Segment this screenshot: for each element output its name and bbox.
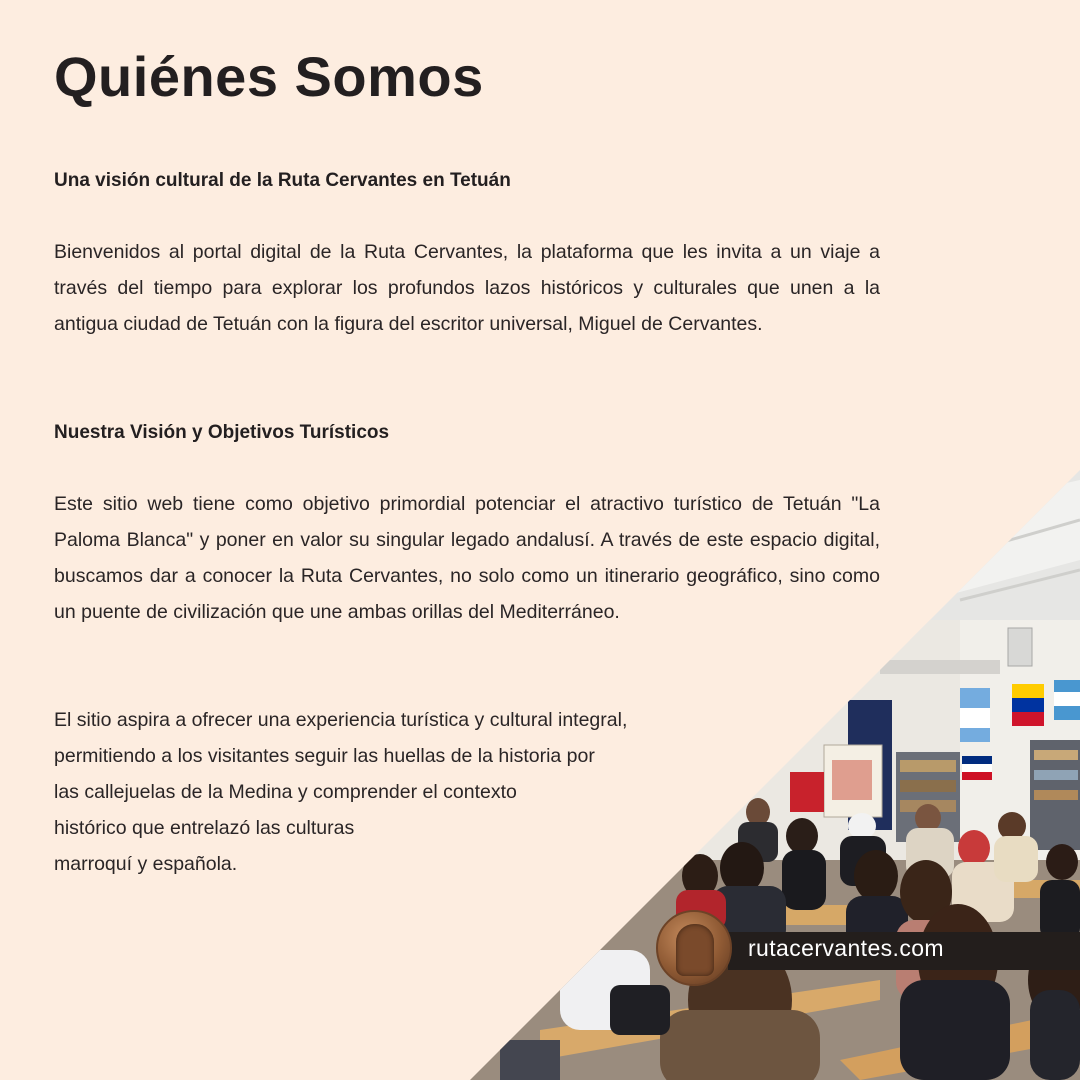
experience-paragraph (54, 702, 754, 882)
website-link[interactable]: rutacervantes.com (748, 935, 944, 961)
objectives-paragraph: Este sitio web tiene como objetivo primordial potenciar el atractivo turístico de Tetuán "La Paloma Blanca" y poner en valor su singular legado andalusí. A través de este espacio digital, buscamos dar a conocer la Ruta Cervantes, no solo como un itinerario geográfico, sino como un puente de civilización que une ambas orillas del Mediterráneo. (54, 493, 880, 623)
section-heading-objetivos: Nuestra Visión y Objetivos Turísticos (54, 422, 390, 443)
experience-line: histórico que entrelazó las culturas (54, 817, 355, 839)
cervantes-medallion-icon (656, 910, 732, 986)
experience-line: permitiendo a los visitantes seguir las huellas de la historia por (54, 745, 595, 767)
intro-paragraph: Bienvenidos al portal digital de la Ruta Cervantes, la plataforma que les invita a un viaje a través del tiempo para explorar los profundos lazos históricos y culturales que unen a la antigua ciudad de Tetuán con la figura del escritor universal, Miguel de Cervantes. (54, 241, 880, 335)
experience-line: marroquí y española. (54, 853, 238, 875)
section-heading-vision-cultural: Una visión cultural de la Ruta Cervantes en Tetuán (54, 170, 511, 191)
experience-line: las callejuelas de la Medina y comprender el contexto (54, 781, 517, 803)
page-title: Quiénes Somos (54, 45, 484, 108)
experience-line: El sitio aspira a ofrecer una experiencia turística y cultural integral, (54, 709, 628, 731)
